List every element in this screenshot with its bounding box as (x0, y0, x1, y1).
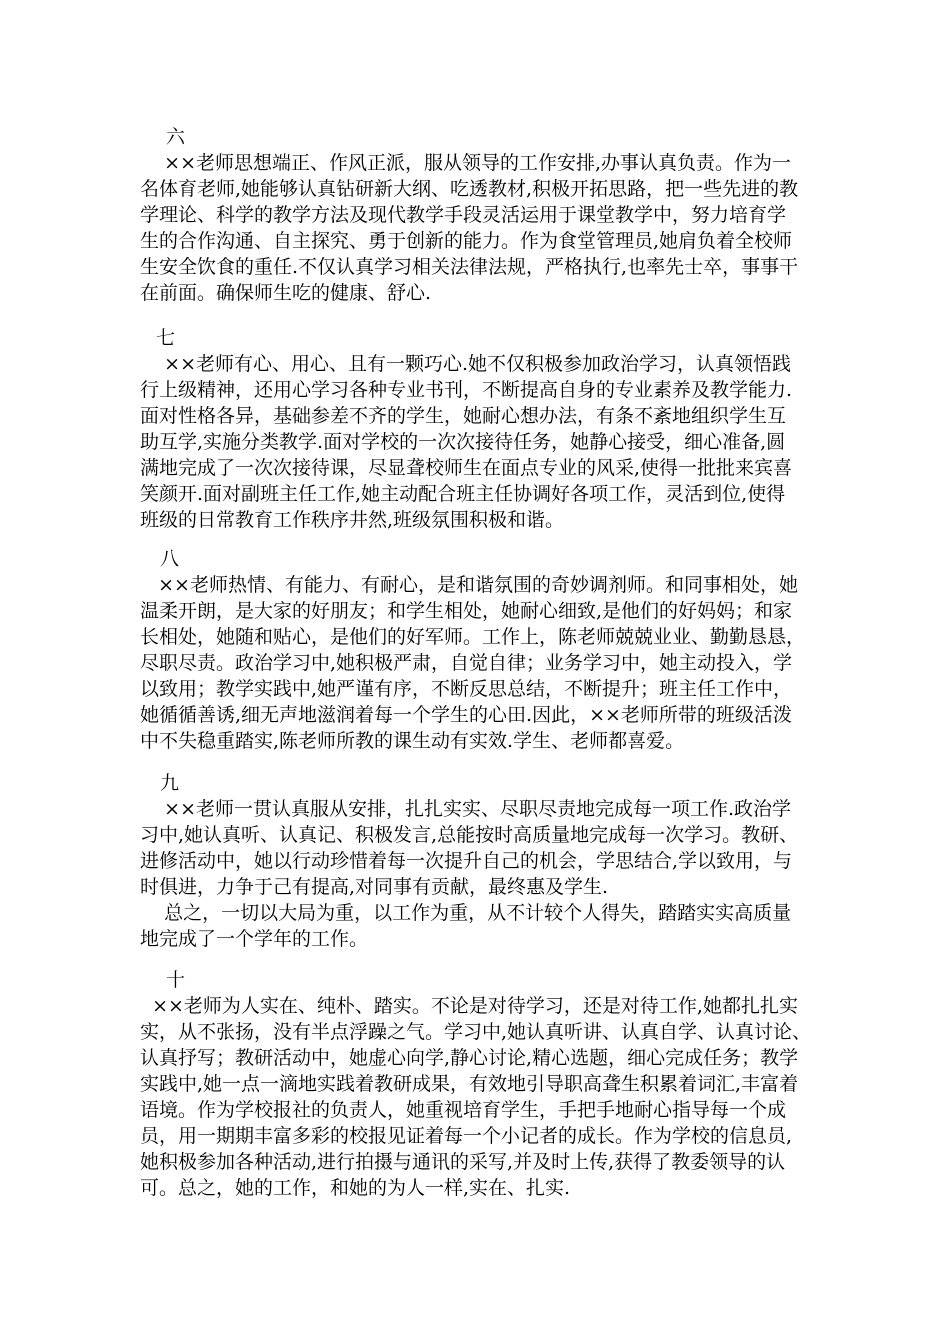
text-line: 尽职尽责。政治学习中,她积极严肃，自觉自律；业务学习中，她主动投入，学 (140, 652, 793, 674)
text-line: 名体育老师,她能够认真钻研新大纲、吃透教材,积极开拓思路，把一些先进的教 (140, 178, 799, 200)
section-paragraph (140, 351, 820, 533)
text-line: 中不失稳重踏实,陈老师所教的课生动有实效.学生、老师都喜爱。 (140, 730, 685, 752)
text-line: 员，用一期期丰富多彩的校报见证着每一个小记者的成长。作为学校的信息员, (140, 1125, 793, 1147)
text-line: 她积极参加各种活动,进行拍摄与通讯的采写,并及时上传,获得了教委领导的认 (140, 1151, 786, 1173)
text-line: 长相处，她随和贴心，是他们的好军师。工作上，陈老师兢兢业业、勤勤恳恳， (140, 626, 806, 648)
text-line: 地完成了一个学年的工作。 (140, 928, 369, 950)
text-line: 行上级精神，还用心学习各种专业书刊，不断提高自身的专业素养及教学能力. (140, 379, 793, 401)
section-8 (140, 546, 820, 754)
text-line: 助互学,实施分类教学.面对学校的一次次接待任务，她静心接受，细心准备,圆 (140, 431, 786, 453)
text-line: ××老师思想端正、作风正派，服从领导的工作安排,办事认真负责。作为一 (140, 152, 792, 174)
text-line: 实，从不张扬，没有半点浮躁之气。学习中,她认真听讲、认真自学、认真讨论、 (140, 1021, 812, 1043)
text-line: ××老师为人实在、纯朴、踏实。不论是对待学习，还是对待工作,她都扎扎实 (140, 995, 798, 1017)
text-line: 生的合作沟通、自主探究、勇于创新的能力。作为食堂管理员,她肩负着全校师 (140, 230, 793, 252)
section-heading: 九 (160, 772, 180, 794)
text-line: 习中,她认真听、认真记、积极发言,总能按时高质量地完成每一次学习。教研、 (140, 824, 799, 846)
section-heading: 七 (156, 327, 176, 349)
text-line: 班级的日常教育工作秩序井然,班级氛围积极和谐。 (140, 509, 565, 531)
section-6 (140, 124, 820, 306)
section-9 (140, 770, 820, 952)
text-line: 笑颜开.面对副班主任工作,她主动配合班主任协调好各项工作，灵活到位,使得 (140, 483, 786, 505)
text-line: 温柔开朗，是大家的好朋友；和学生相处，她耐心细致,是他们的好妈妈；和家 (140, 600, 793, 622)
text-line: 她循循善诱,细无声地滋润着每一个学生的心田.因此，××老师所带的班级活泼 (140, 704, 792, 726)
text-line: 语境。作为学校报社的负责人，她重视培育学生，手把手地耐心指导每一个成 (140, 1099, 787, 1121)
text-line: 进修活动中，她以行动珍惜着每一次提升自己的机会，学思结合,学以致用，与 (140, 850, 793, 872)
text-line: ××老师热情、有能力、有耐心，是和谐氛围的奇妙调剂师。和同事相处，她 (140, 574, 798, 596)
section-10 (140, 967, 820, 1201)
section-7 (140, 325, 820, 533)
text-line: ××老师一贯认真服从安排，扎扎实实、尽职尽责地完成每一项工作.政治学 (140, 798, 792, 820)
text-line: 学理论、科学的教学方法及现代教学手段灵活运用于课堂教学中，努力培育学 (140, 204, 787, 226)
text-line: ××老师有心、用心、且有一颗巧心.她不仅积极参加政治学习，认真领悟践 (140, 353, 792, 375)
text-line: 在前面。确保师生吃的健康、舒心. (140, 282, 432, 304)
text-line: 时俱进，力争于己有提高,对同事有贡献，最终惠及学生. (140, 876, 609, 898)
text-line: 生安全饮食的重任.不仅认真学习相关法律法规，严格执行,也率先士卒，事事干 (140, 256, 799, 278)
section-heading: 十 (166, 969, 186, 991)
text-line: 面对性格各异，基础参差不齐的学生，她耐心想办法，有条不紊地组织学生互 (140, 405, 787, 427)
text-line: 满地完成了一次次接待课，尽显聋校师生在面点专业的风采,使得一批批来宾喜 (140, 457, 793, 479)
text-line: 认真抒写；教研活动中，她虚心向学,静心讨论,精心选题，细心完成任务；教学 (140, 1047, 799, 1069)
section-heading: 八 (160, 548, 180, 570)
section-paragraph (140, 572, 820, 754)
text-line: 总之，一切以大局为重，以工作为重，从不计较个人得失，踏踏实实高质量 (140, 902, 792, 924)
section-paragraph (140, 150, 820, 306)
text-line: 可。总之，她的工作，和她的为人一样,实在、扎实. (140, 1177, 571, 1199)
section-heading: 六 (166, 126, 186, 148)
text-line: 以致用；教学实践中,她严谨有序，不断反思总结，不断提升；班主任工作中， (140, 678, 793, 700)
text-line: 实践中,她一点一滴地实践着教研成果，有效地引导职高聋生积累着词汇,丰富着 (140, 1073, 799, 1095)
section-paragraph (140, 993, 820, 1201)
section-paragraph (140, 796, 820, 952)
